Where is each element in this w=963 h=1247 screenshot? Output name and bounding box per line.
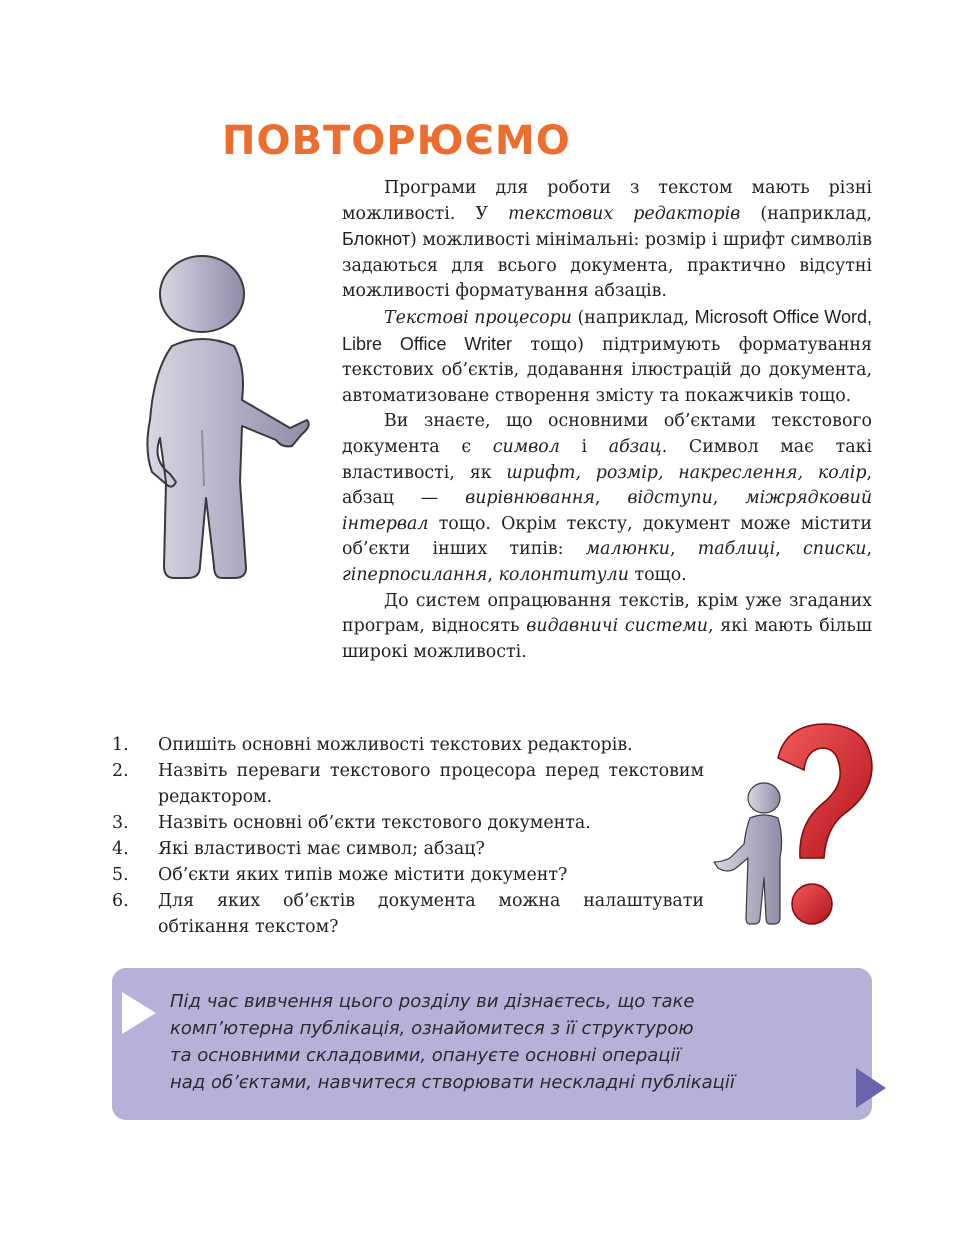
question-mark-figure-icon	[708, 718, 888, 933]
intro-text	[342, 176, 872, 665]
play-arrow-icon	[854, 1066, 888, 1110]
question-list	[112, 732, 704, 940]
section-heading: ПОВТОРЮЄМО	[222, 118, 571, 164]
paragraph-3: Ви знаєте, що основними об’єктами текстового документа є символ і абзац. Символ має такі властивості, як шрифт, розмір, накреслення, колір, абзац — вирівнювання, відступи, міжрядковий інтервал тощо. Окрім тексту, документ може містити об’єкти інших типів: малюнки, таблиці, списки, гіперпосилання, колонтитули тощо.	[342, 411, 873, 585]
list-item: 3. Назвіть основні об’єкти текстового документа.	[112, 813, 591, 833]
chapter-summary-box	[112, 968, 872, 1120]
paragraph-1: Програми для роботи з текстом мають різні можливості. У текстових редакторів (наприклад, Блокнот) можливості мінімальні: розмір і шрифт символів задаються для всього документа, практично відсутні можливості форматування абзаців.	[342, 178, 872, 302]
list-item: 5. Об’єкти яких типів може містити документ?	[112, 865, 568, 885]
paragraph-4: До систем опрацювання текстів, крім уже згаданих програм, відносять видавничі системи, які мають більш широкі можливості.	[342, 590, 872, 662]
play-arrow-icon	[120, 990, 158, 1036]
list-item: 4. Які властивості має символ; абзац?	[112, 839, 485, 859]
person-figure-icon	[142, 250, 312, 590]
list-item: 2. Назвіть переваги текстового процесора перед текстовим редактором.	[112, 761, 704, 807]
list-item: 1. Опишіть основні можливості текстових редакторів.	[112, 735, 633, 755]
summary-text: Під час вивчення цього розділу ви дізнаєтесь, що таке комп’ютерна публікація, ознайомитеся з її структурою та основними складовими, опануєте основні операції над об’єктами, навчитеся створювати нескладні публікації	[170, 991, 735, 1093]
paragraph-2: Текстові процесори (наприклад, Microsoft Office Word, Libre Office Writer тощо) підтримують форматування текстових об’єктів, додавання ілюстрацій до документа, автоматизоване створення змісту та покажчиків тощо.	[342, 306, 872, 406]
list-item: 6. Для яких об’єктів документа можна налаштувати обтікання текстом?	[112, 891, 704, 937]
